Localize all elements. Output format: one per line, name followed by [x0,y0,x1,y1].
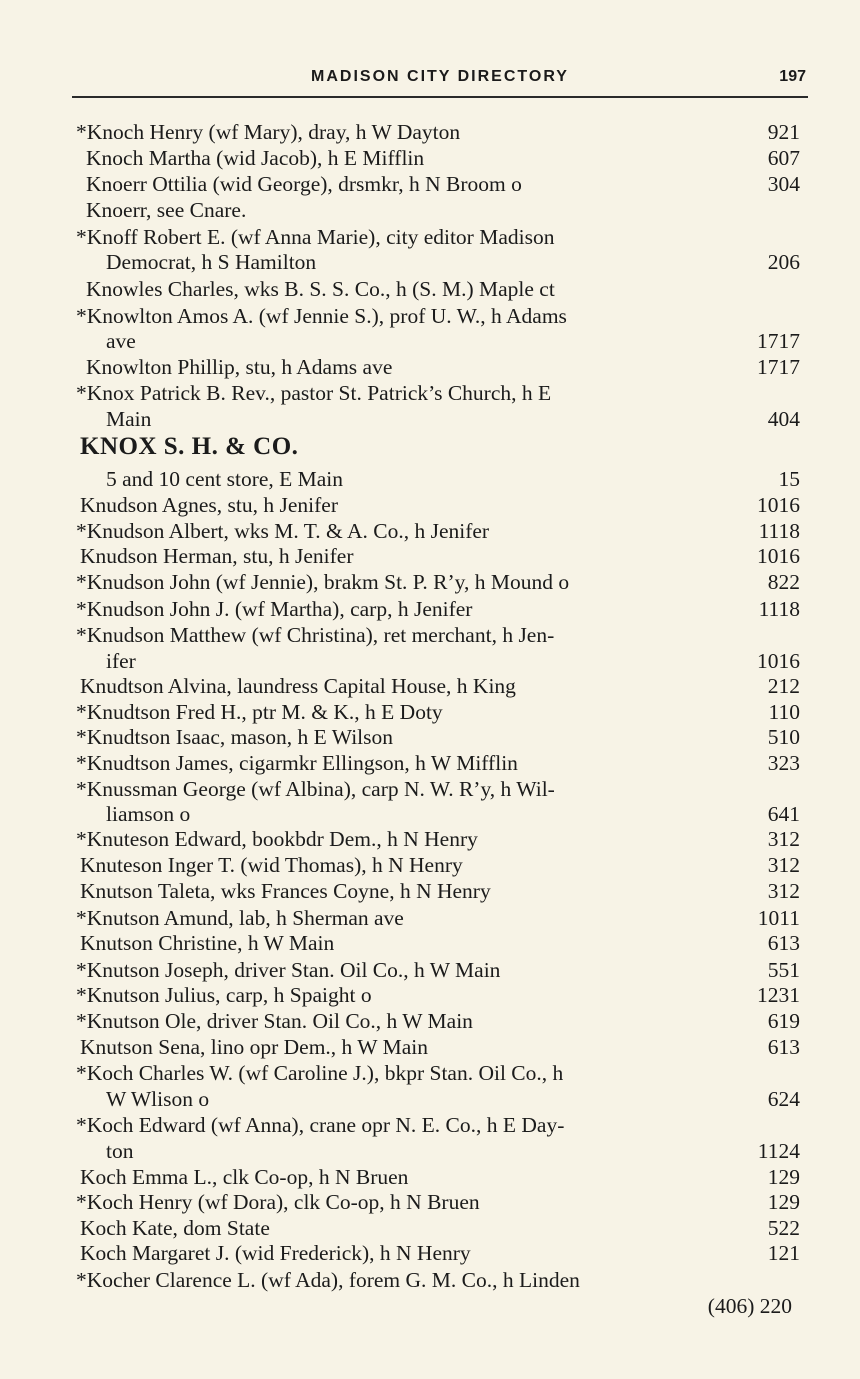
entry-number: 110 [768,700,800,724]
entry-text: Koch Margaret J. (wid Frederick), h N Henry [80,1241,471,1265]
directory-line [0,852,800,878]
directory-line [0,518,800,544]
entry-text: *Knudtson James, cigarmkr Ellingson, h W Mifflin [76,751,518,775]
directory-line [0,543,800,569]
directory-line [0,569,800,595]
entry-number: 822 [767,570,800,594]
directory-line [0,1060,800,1086]
directory-line [0,648,800,674]
directory-line [0,905,800,931]
entry-number: 312 [767,827,800,851]
entry-number: 323 [767,751,800,775]
entry-number: 1717 [757,329,800,353]
entry-text: Knutson Taleta, wks Frances Coyne, h N Henry [80,879,491,903]
directory-line [0,380,800,406]
entry-text: *Knudson Matthew (wf Christina), ret merchant, h Jen- [76,623,555,647]
entry-text: *Knox Patrick B. Rev., pastor St. Patrick’s Church, h E [76,381,552,405]
entry-text: *Knoff Robert E. (wf Anna Marie), city editor Madison [76,225,555,249]
entry-text: Knudtson Alvina, laundress Capital House, h King [80,674,516,698]
entry-number: 1231 [757,983,800,1007]
directory-line [0,1008,800,1034]
entry-text: ave [106,329,136,353]
directory-line [0,1086,800,1112]
entry-text: Knudson Agnes, stu, h Jenifer [80,493,338,517]
entry-text: *Knowlton Amos A. (wf Jennie S.), prof U. W., h Adams [76,304,567,328]
directory-line [0,957,800,983]
entry-text: Knowles Charles, wks B. S. S. Co., h (S. M.) Maple ct [86,277,555,301]
entry-text: Knoch Martha (wid Jacob), h E Mifflin [86,146,425,170]
entry-number: 206 [767,250,800,274]
entry-number: 404 [767,407,800,431]
entry-number: 921 [767,120,800,144]
directory-line [0,699,800,725]
directory-line [0,622,800,648]
directory-line [0,1240,800,1266]
entry-number: 1118 [758,597,800,621]
entry-text: *Kocher Clarence L. (wf Ada), forem G. M. Co., h Linden [76,1268,580,1292]
directory-line [0,750,800,776]
directory-line [0,724,800,750]
directory-line [0,673,800,699]
entry-number: 1016 [757,649,800,673]
directory-line [0,119,800,145]
entry-number: 624 [767,1087,800,1111]
entry-number: 1124 [757,1139,800,1163]
page-number: 197 [779,68,806,85]
directory-line [0,596,800,622]
entry-text: Knutson Sena, lino opr Dem., h W Main [80,1035,428,1059]
entry-text: *Knutson Amund, lab, h Sherman ave [76,906,404,930]
entry-text: *Koch Henry (wf Dora), clk Co-op, h N Bruen [76,1190,480,1214]
entry-text: *Koch Edward (wf Anna), crane opr N. E. Co., h E Day- [76,1113,565,1137]
entry-number: 510 [767,725,800,749]
entry-text: *Knudtson Isaac, mason, h E Wilson [76,725,394,749]
directory-line [0,249,800,275]
entry-text: Koch Kate, dom State [80,1216,270,1240]
entry-number: 121 [767,1241,800,1265]
entry-number: 129 [767,1165,800,1189]
entry-number: 1016 [757,493,800,517]
section-heading [0,434,800,460]
entry-text: *Knudtson Fred H., ptr M. & K., h E Doty [76,700,443,724]
entry-number: 551 [767,958,800,982]
directory-line [0,1189,800,1215]
directory-line [0,982,800,1008]
directory-line [0,930,800,956]
directory-line [0,197,800,223]
entry-text: ifer [106,649,136,673]
entry-number: 619 [767,1009,800,1033]
entry-text: *Knudson John J. (wf Martha), carp, h Jenifer [76,597,473,621]
directory-line [0,878,800,904]
entry-text: *Knutson Joseph, driver Stan. Oil Co., h W Main [76,958,501,982]
page-title: MADISON CITY DIRECTORY [311,68,569,85]
entry-number: 304 [767,172,800,196]
entry-text: *Knudson John (wf Jennie), brakm St. P. R’y, h Mound o [76,570,570,594]
entry-number: 312 [767,853,800,877]
entry-text: Knuteson Inger T. (wid Thomas), h N Henry [80,853,463,877]
entry-number: 129 [767,1190,800,1214]
entry-text: ton [106,1139,134,1163]
entry-number: 1016 [757,544,800,568]
entry-text: Knoerr Ottilia (wid George), drsmkr, h N Broom o [86,172,522,196]
directory-line [0,303,800,329]
entry-text: *Koch Charles W. (wf Caroline J.), bkpr Stan. Oil Co., h [76,1061,564,1085]
entry-text: 5 and 10 cent store, E Main [106,467,344,491]
directory-line [0,1034,800,1060]
entry-text: W Wlison o [106,1087,210,1111]
entry-number: 312 [767,879,800,903]
entry-text: Main [106,407,152,431]
directory-line [0,492,800,518]
entry-number: 212 [767,674,800,698]
directory-line [0,1164,800,1190]
entry-text: Democrat, h S Hamilton [106,250,317,274]
entry-number: 613 [767,1035,800,1059]
directory-line [0,224,800,250]
directory-line [0,1293,792,1319]
directory-line [0,354,800,380]
entry-number: 613 [767,931,800,955]
entry-number: (406) 220 [707,1294,792,1318]
entry-text: *Knuteson Edward, bookbdr Dem., h N Henry [76,827,478,851]
entry-text: liamson o [106,802,191,826]
entry-text: *Knutson Ole, driver Stan. Oil Co., h W Main [76,1009,473,1033]
entry-text: Knudson Herman, stu, h Jenifer [80,544,354,568]
directory-line [0,1267,800,1293]
entry-number: 1011 [757,906,800,930]
directory-line [0,1138,800,1164]
directory-line [0,776,800,802]
entry-number: 15 [778,467,800,491]
entry-number: 641 [767,802,800,826]
directory-line [0,466,800,492]
entry-text: *Knoch Henry (wf Mary), dray, h W Dayton [76,120,461,144]
directory-line [0,276,800,302]
entry-text: *Knutson Julius, carp, h Spaight o [76,983,372,1007]
entry-number: 522 [767,1216,800,1240]
entry-text: Knutson Christine, h W Main [80,931,335,955]
entry-text: Knowlton Phillip, stu, h Adams ave [86,355,393,379]
directory-line [0,1215,800,1241]
entry-number: 607 [767,146,800,170]
directory-line [0,801,800,827]
entry-number: 1118 [758,519,800,543]
directory-line [0,171,800,197]
entry-text: KNOX S. H. & CO. [80,433,299,460]
directory-line [0,1112,800,1138]
entry-number: 1717 [757,355,800,379]
directory-line [0,826,800,852]
entry-text: *Knussman George (wf Albina), carp N. W. R’y, h Wil- [76,777,555,801]
directory-line [0,328,800,354]
entry-text: *Knudson Albert, wks M. T. & A. Co., h Jenifer [76,519,490,543]
directory-line [0,145,800,171]
entry-text: Knoerr, see Cnare. [86,198,247,222]
entry-text: Koch Emma L., clk Co-op, h N Bruen [80,1165,409,1189]
directory-line [0,406,800,432]
